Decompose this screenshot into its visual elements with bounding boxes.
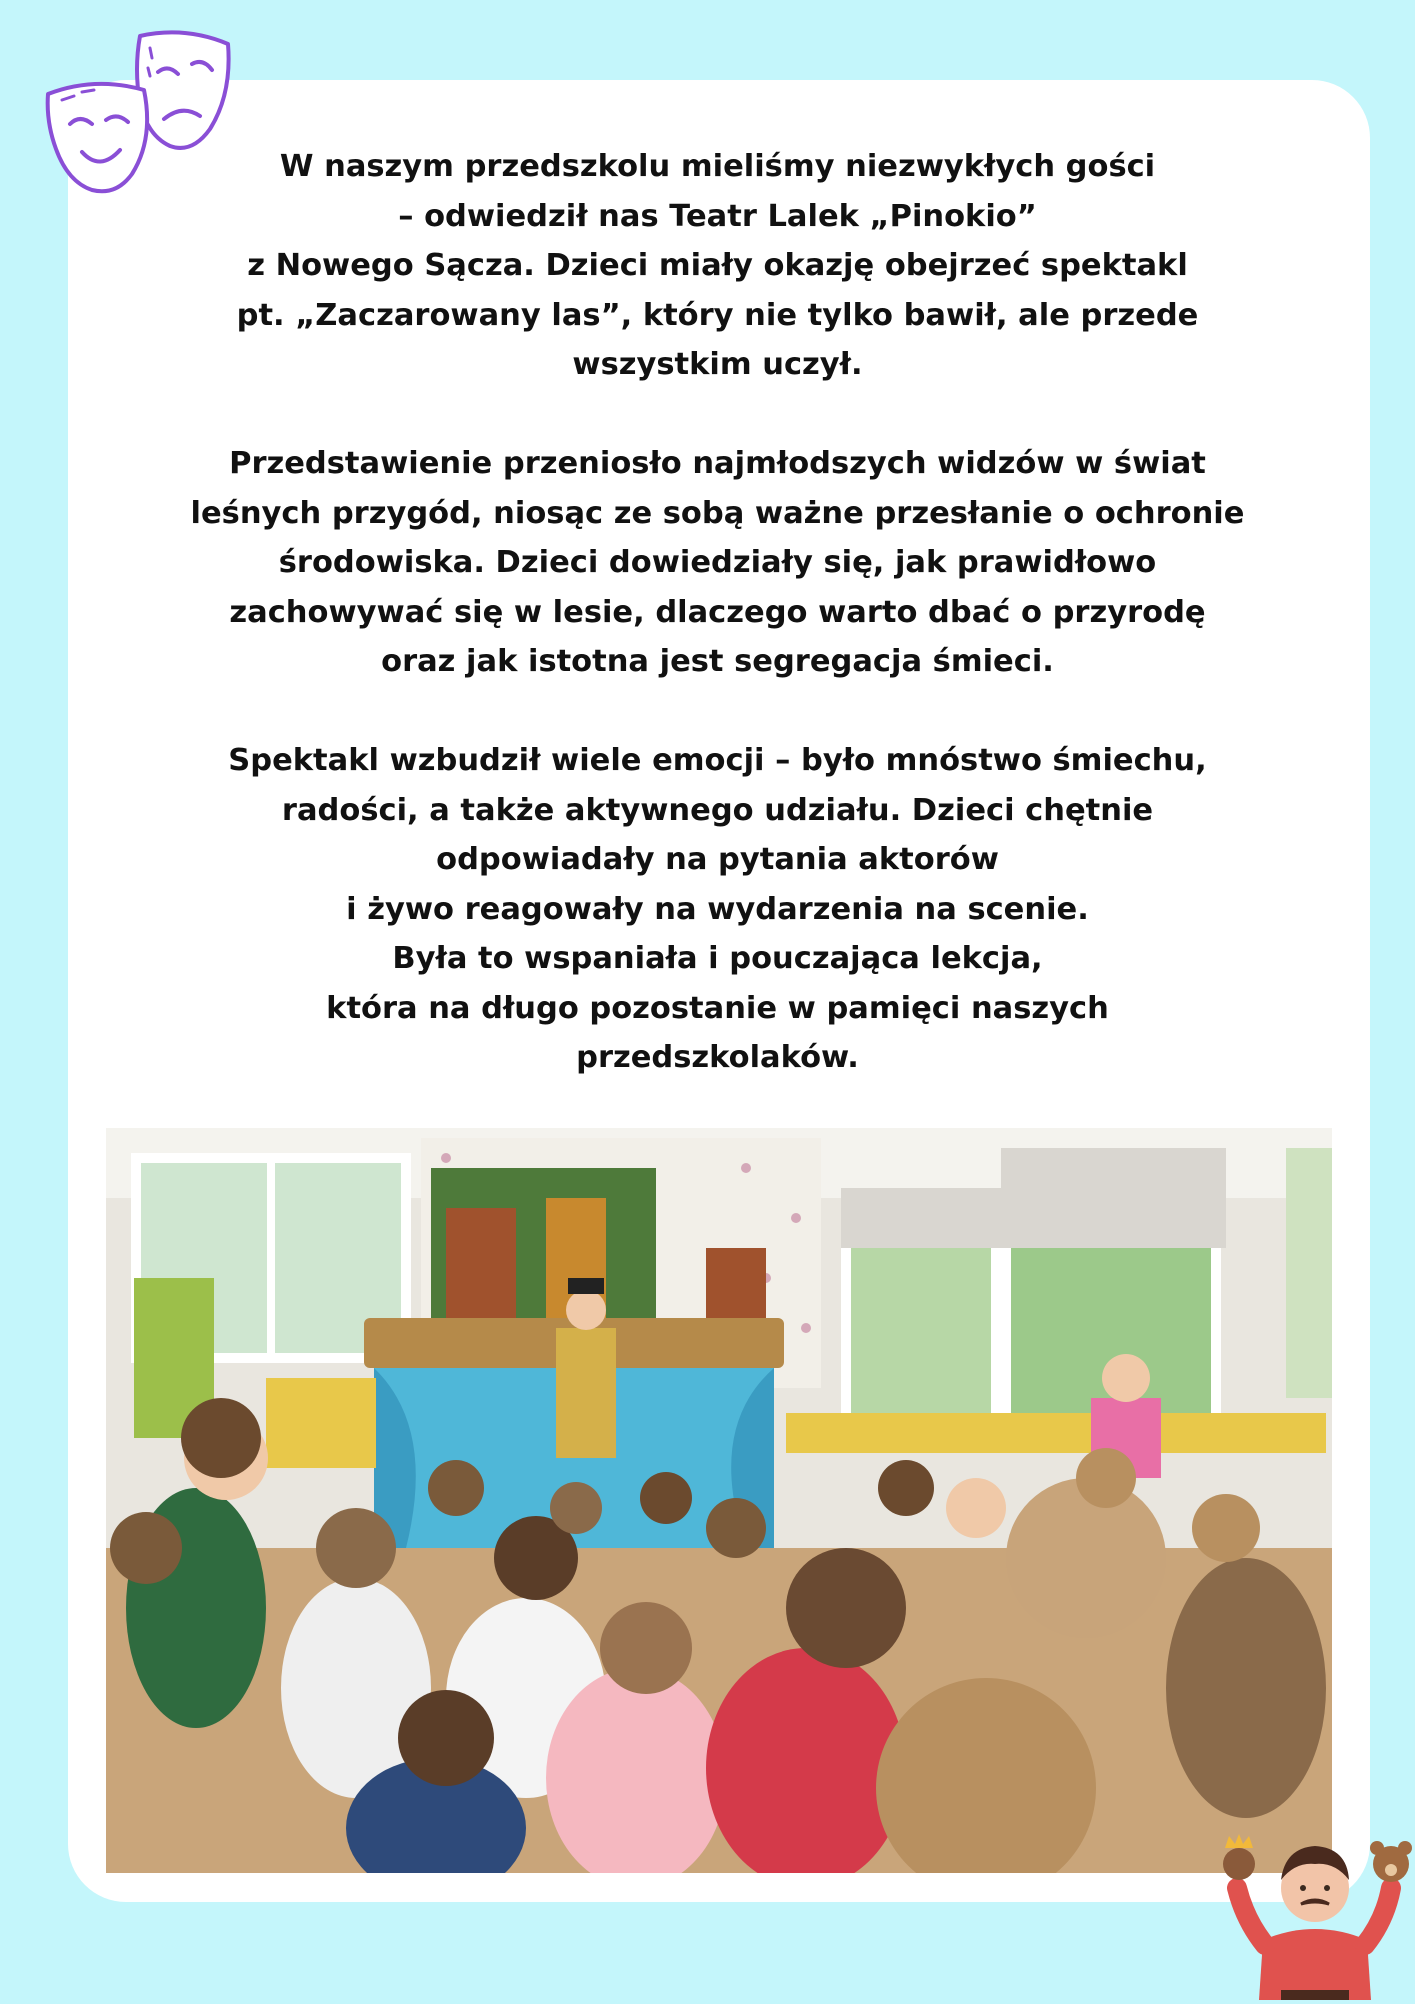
text-line: Spektakl wzbudził wiele emocji – było mnóstwo śmiechu,: [228, 743, 1207, 778]
text-line: z Nowego Sącza. Dzieci miały okazję obejrzeć spektakl: [247, 248, 1188, 283]
text-line: W naszym przedszkolu mieliśmy niezwykłych gości: [279, 149, 1156, 184]
puppeteer-illustration: [1215, 1800, 1415, 2000]
puppet-show-photo: [106, 1128, 1332, 1873]
text-line: wszystkim uczył.: [572, 347, 863, 382]
text-line: która na długo pozostanie w pamięci naszych: [326, 990, 1109, 1026]
text-line: Przedstawienie przeniosło najmłodszych widzów w świat: [229, 446, 1206, 481]
text-line: środowiska. Dzieci dowiedziały się, jak prawidłowo: [278, 545, 1157, 580]
text-line: i żywo reagowały na wydarzenia na scenie.: [346, 891, 1089, 927]
text-line: oraz jak istotna jest segregacja śmieci.: [381, 644, 1054, 679]
paragraph-intro: [120, 142, 1315, 390]
text-line: odpowiadały na pytania aktorów: [436, 842, 999, 877]
text-line: Była to wspaniała i pouczająca lekcja,: [392, 941, 1043, 976]
text-line: – odwiedził nas Teatr Lalek „Pinokio”: [398, 198, 1037, 234]
paragraph-message: [120, 439, 1315, 687]
text-line: zachowywać się w lesie, dlaczego warto dbać o przyrodę: [229, 594, 1206, 630]
text-line: radości, a także aktywnego udziału. Dzieci chętnie: [281, 792, 1154, 828]
paragraph-summary: [120, 736, 1315, 1083]
text-line: przedszkolaków.: [576, 1040, 859, 1075]
article-text: [120, 142, 1315, 1132]
text-line: pt. „Zaczarowany las”, który nie tylko bawił, ale przede: [236, 297, 1199, 333]
text-line: leśnych przygód, niosąc ze sobą ważne przesłanie o ochronie: [190, 495, 1245, 531]
